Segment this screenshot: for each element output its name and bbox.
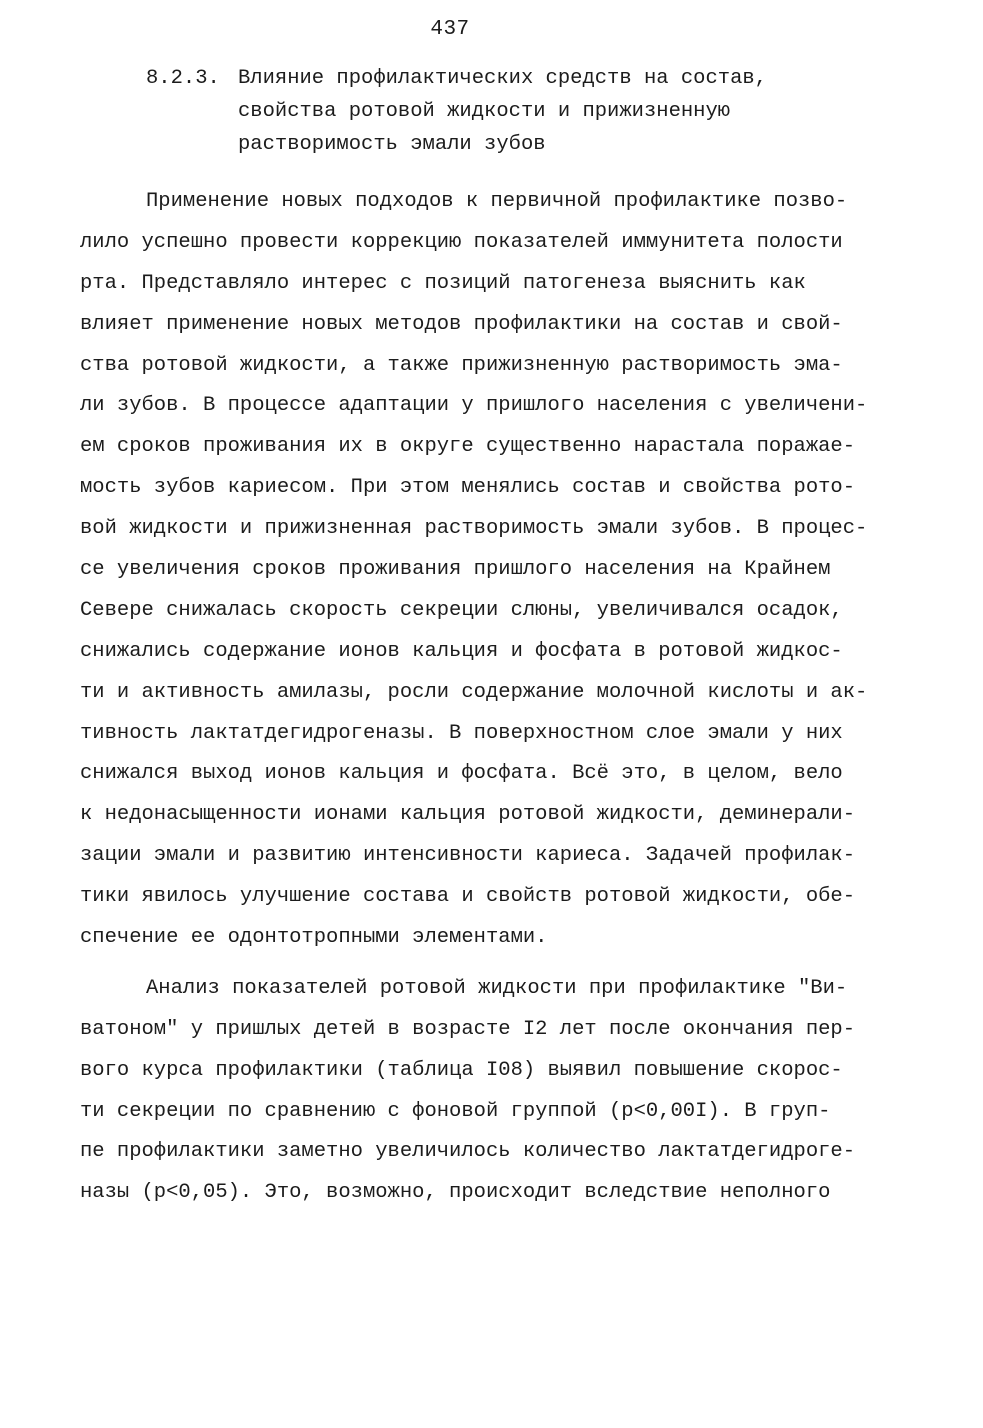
text-line: Анализ показателей ротовой жидкости при профилактике "Ви- (146, 976, 848, 1000)
section-title-line: растворимость эмали зубов (238, 133, 546, 156)
section-number: 8.2.3. (146, 67, 220, 90)
text-line: влияет применение новых методов профилактики на состав и свой- (80, 312, 843, 336)
text-line: зации эмали и развитию интенсивности кариеса. Задачей профилак- (80, 844, 856, 868)
text-line: снижался выход ионов кальция и фосфата. Всё это, в целом, вело (80, 762, 843, 786)
text-line: тики явилось улучшение состава и свойств ротовой жидкости, обе- (80, 885, 856, 909)
section-heading (146, 62, 866, 161)
text-line: ем сроков проживания их в округе существенно нарастала поражае- (80, 435, 856, 459)
section-title (238, 62, 866, 161)
text-line: пе профилактики заметно увеличилось количество лактатдегидроге- (80, 1140, 856, 1164)
page-number: 437 (430, 18, 470, 41)
paragraph-1 (80, 182, 910, 959)
text-line: рта. Представляло интерес с позиций патогенеза выяснить как (80, 271, 806, 295)
section-title-line: Влияние профилактических средств на состав, (238, 67, 767, 90)
text-line: ти и активность амилазы, росли содержание молочной кислоты и ак- (80, 680, 868, 704)
text-line: Применение новых подходов к первичной профилактике позво- (146, 190, 848, 213)
text-line: ти секреции по сравнению с фоновой группой (р<0,00I). В груп- (80, 1099, 831, 1123)
text-line: се увеличения сроков проживания пришлого населения на Крайнем (80, 558, 831, 582)
text-line: назы (р<0,05). Это, возможно, происходит вследствие неполного (80, 1181, 831, 1205)
text-line: Севере снижалась скорость секреции слюны, увеличивался осадок, (80, 598, 843, 622)
text-line: ватоном" у пришлых детей в возрасте I2 лет после окончания пер- (80, 1017, 856, 1041)
text-line: ли зубов. В процессе адаптации у пришлого населения с увеличени- (80, 394, 868, 418)
paragraph-2 (80, 969, 910, 1214)
text-line: к недонасыщенности ионами кальция ротовой жидкости, деминерали- (80, 803, 856, 827)
text-line: тивность лактатдегидрогеназы. В поверхностном слое эмали у них (80, 721, 843, 745)
section-title-line: свойства ротовой жидкости и прижизненную (238, 100, 731, 123)
body-text (80, 182, 910, 1214)
text-line: вого курса профилактики (таблица I08) выявил повышение скорос- (80, 1058, 843, 1082)
text-line: ства ротовой жидкости, а также прижизненную растворимость эма- (80, 353, 843, 377)
text-line: мость зубов кариесом. При этом менялись состав и свойства рото- (80, 476, 856, 500)
text-line: вой жидкости и прижизненная растворимость эмали зубов. В процес- (80, 517, 868, 541)
text-line: снижались содержание ионов кальция и фосфата в ротовой жидкос- (80, 639, 843, 663)
text-line: лило успешно провести коррекцию показателей иммунитета полости (80, 230, 843, 254)
text-line: спечение ее одонтотропными элементами. (80, 926, 548, 950)
